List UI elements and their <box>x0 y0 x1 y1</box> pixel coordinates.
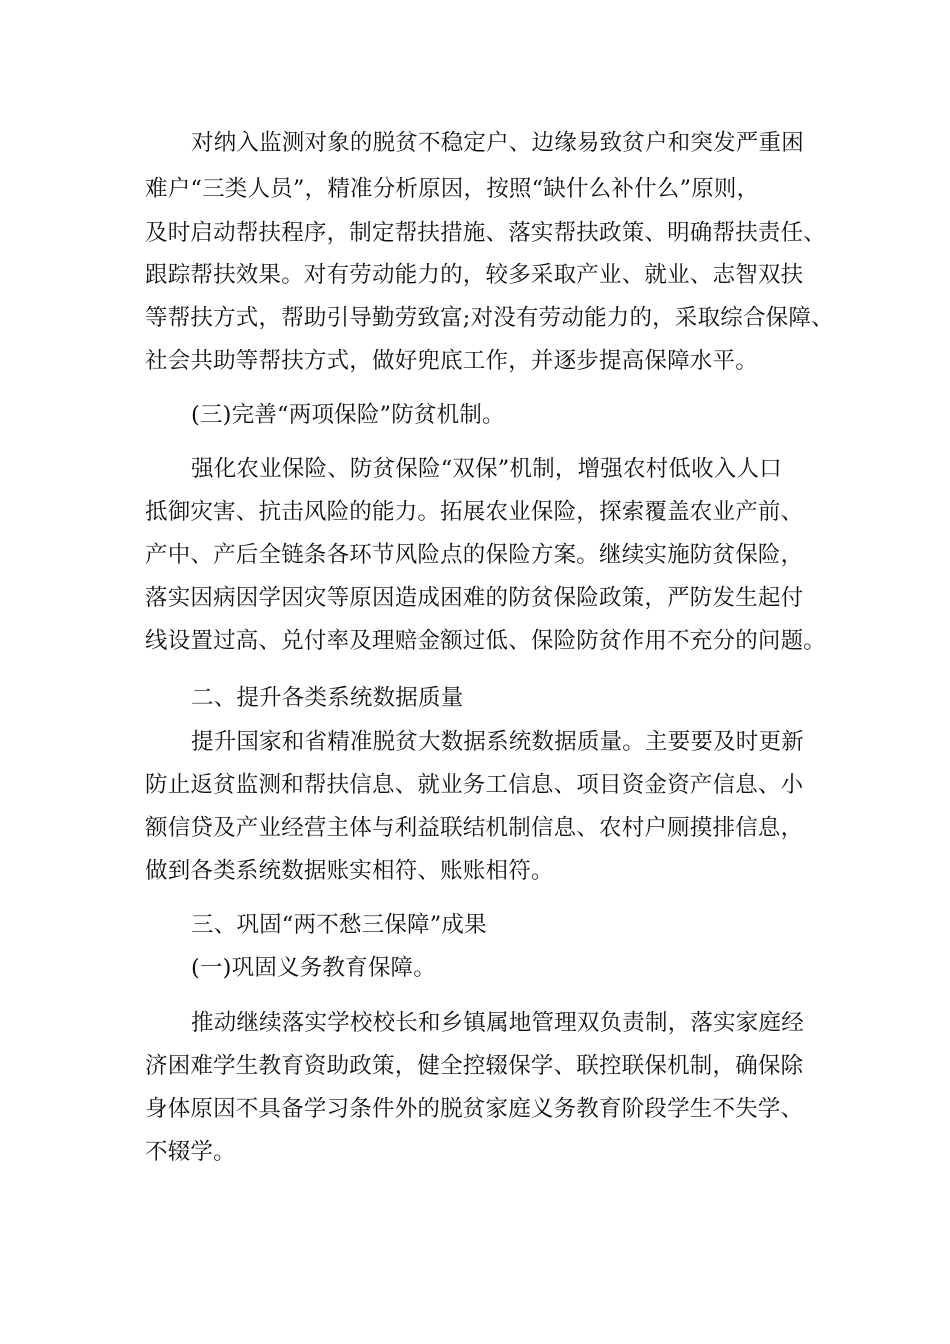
paragraph-line: 难户“三类人员”，精准分析原因，按照“缺什么补什么”原则， <box>145 176 760 202</box>
paragraph-line: 落实因病因学因灾等原因造成困难的防贫保险政策，严防发生起付 <box>145 585 804 611</box>
paragraph-line: 产中、产后全链条各环节风险点的保险方案。继续实施防贫保险， <box>145 542 804 568</box>
paragraph-line: 防止返贫监测和帮扶信息、就业务工信息、项目资金资产信息、小 <box>145 772 804 798</box>
paragraph-line: 推动继续落实学校校长和乡镇属地管理双负责制，落实家庭经 <box>191 1010 804 1036</box>
section-heading: (三)完善“两项保险”防贫机制。 <box>191 402 505 428</box>
section-heading: (一)巩固义务教育保障。 <box>191 955 436 981</box>
paragraph-line: 强化农业保险、防贫保险“双保”机制，增强农村低收入人口 <box>191 456 782 482</box>
paragraph-line: 跟踪帮扶效果。对有劳动能力的，较多采取产业、就业、志智双扶 <box>145 262 804 288</box>
paragraph-line: 做到各类系统数据账实相符、账账相符。 <box>145 858 554 884</box>
paragraph-line: 提升国家和省精准脱贫大数据系统数据质量。主要要及时更新 <box>191 729 804 755</box>
paragraph-line: 抵御灾害、抗击风险的能力。拓展农业保险，探索覆盖农业产前、 <box>145 499 804 525</box>
paragraph-line: 济困难学生教育资助政策，健全控辍保学、联控联保机制，确保除 <box>145 1053 804 1079</box>
paragraph-line: 不辍学。 <box>145 1139 236 1165</box>
paragraph-line: 及时启动帮扶程序，制定帮扶措施、落实帮扶政策、明确帮扶责任、 <box>145 220 827 246</box>
paragraph-line: 对纳入监测对象的脱贫不稳定户、边缘易致贫户和突发严重困 <box>191 130 804 156</box>
paragraph-line: 等帮扶方式，帮助引导勤劳致富;对没有劳动能力的，采取综合保障、 <box>145 305 834 331</box>
paragraph-line: 社会共助等帮扶方式，做好兜底工作，并逐步提高保障水平。 <box>145 348 758 374</box>
section-heading: 三、巩固“两不愁三保障”成果 <box>191 912 487 938</box>
paragraph-line: 线设置过高、兑付率及理赔金额过低、保险防贫作用不充分的问题。 <box>145 628 827 654</box>
paragraph-line: 额信贷及产业经营主体与利益联结机制信息、农村户厕摸排信息， <box>145 815 804 841</box>
paragraph-line: 身体原因不具备学习条件外的脱贫家庭义务教育阶段学生不失学、 <box>145 1096 804 1122</box>
section-heading: 二、提升各类系统数据质量 <box>191 685 464 711</box>
